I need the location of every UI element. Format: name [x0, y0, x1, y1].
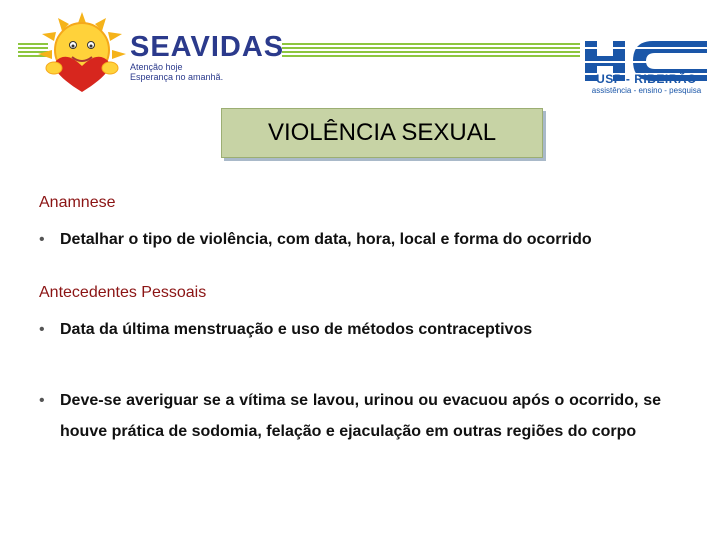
bullet-icon: • [39, 321, 45, 338]
bullet-antecedentes-1 [39, 314, 661, 345]
bullet-icon: • [39, 231, 45, 248]
hc-motto: assistência - ensino - pesquisa [591, 86, 702, 95]
green-stripes-right [282, 43, 580, 57]
sun-heart-logo-icon [36, 12, 128, 94]
heading-antecedentes: Antecedentes Pessoais [39, 284, 207, 301]
bullet-anamnese [39, 224, 661, 255]
tagline-line1: Atenção hoje [130, 62, 183, 72]
brand-name: SEAVIDAS [130, 31, 285, 63]
bullet-antecedentes-2 [39, 385, 661, 447]
slide-title: VIOLÊNCIA SEXUAL [221, 108, 543, 158]
bullet-text: Detalhar o tipo de violência, com data, hora, local e forma do ocorrido [60, 231, 592, 248]
hc-subtitle: USP - RIBEIRÃO [596, 72, 697, 86]
bullet-text: Data da última menstruação e uso de métodos contraceptivos [60, 321, 533, 338]
header [0, 0, 720, 100]
heading-anamnese: Anamnese [39, 194, 116, 211]
bullet-text: Deve-se averiguar se a vítima se lavou, urinou ou evacuou após o ocorrido, se houve prática de sodomia, felação e ejaculação em outras regiões do corpo [60, 392, 661, 440]
bullet-icon: • [39, 392, 45, 409]
brand-block [130, 32, 284, 82]
tagline-line2: Esperança no amanhã. [130, 72, 224, 82]
